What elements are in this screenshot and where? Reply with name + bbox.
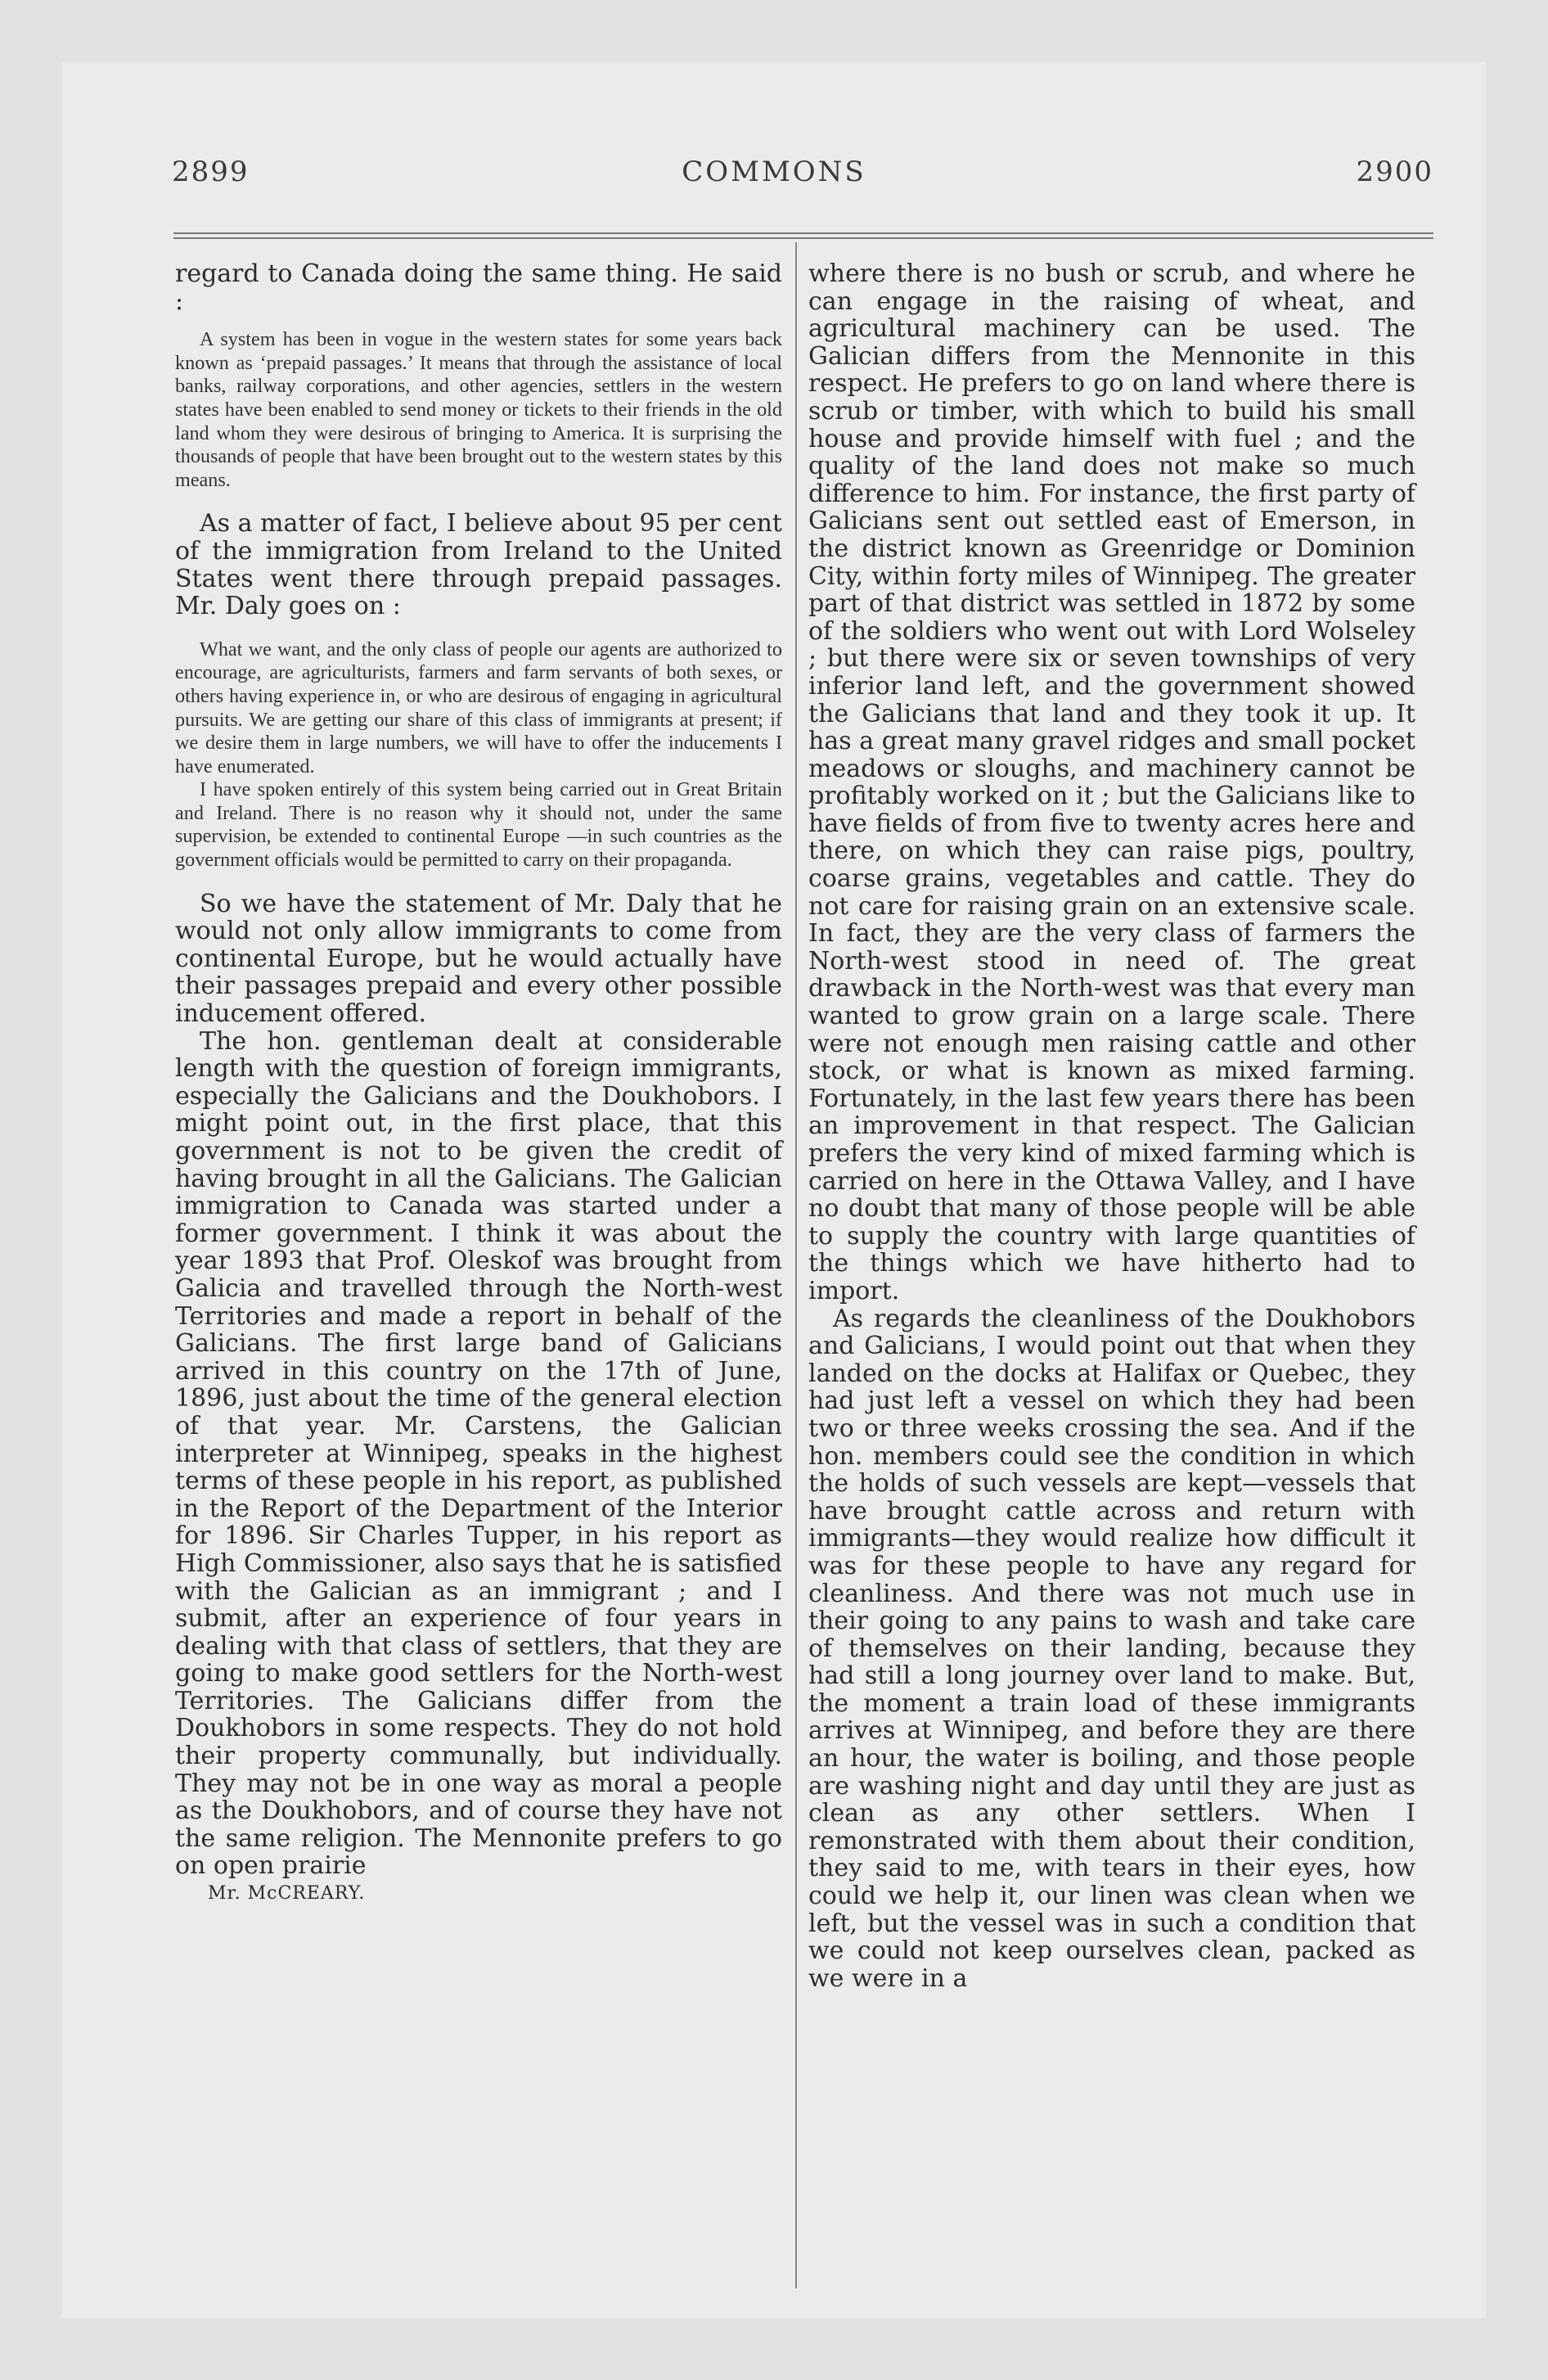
paragraph: As regards the cleanliness of the Doukhobors and Galicians, I would point out that when they landed on the docks at Halifax or Quebec, they had just left a vessel on which they had been two or three weeks crossing the sea. And if the hon. members could see the condition in which the holds of such vessels are kept—vessels that have brought cattle across and return with immigrants—they would realize how difficult it was for these people to have any regard for cleanliness. And there was not much use in their going to any pains to wash and take care of themselves on their landing, because they had still a long journey over land to make. But, the moment a train load of these immigrants arrives at Winnipeg, and before they are there an hour, the water is boiling, and those people are washing night and day until they are just as clean as any other settlers. When I remonstrated with them about their condition, they said to me, with tears in their eyes, how could we help it, our linen was clean when we left, but the vessel was in such a condition that we could not keep ourselves clean, packed as we were in a xyxy=(808,1304,1415,1993)
left-page-number: 2899 xyxy=(172,156,250,188)
page-header xyxy=(115,92,1433,188)
paragraph: As a matter of fact, I believe about 95 per cent of the immigration from Ireland to the United States went there through prepaid passages. Mr. Daly goes on : xyxy=(175,509,782,621)
paragraph: where there is no bush or scrub, and where he can engage in the raising of wheat, and agricultural machinery can be used. The Galician differs from the Mennonite in this respect. He prefers to go on land where there is scrub or timber, with which to build his small house and provide himself with fuel ; and the quality of the land does not make so much difference to him. For instance, the first party of Galicians sent out settled east of Emerson, in the district known as Greenridge or Dominion City, within forty miles of Winnipeg. The greater part of that district was settled in 1872 by some of the soldiers who went out with Lord Wolseley ; but there were six or seven townships of very inferior land left, and the government showed the Galicians that land and they took it up. It has a great many gravel ridges and small pocket meadows or sloughs, and machinery cannot be profitably worked on it ; but the Galicians like to have fields of from five to twenty acres here and there, on which they can raise pigs, poultry, coarse grains, vegetables and cattle. They do not care for raising grain on an extensive scale. In fact, they are the very class of farmers the North-west stood in need of. The great drawback in the North-west was that every man wanted to grow grain on a large scale. There were not enough men raising cattle and other stock, or what is known as mixed farming. Fortunately, in the last few years there has been an improvement in that respect. The Galician prefers the very kind of mixed farming which is carried on here in the Ottawa Valley, and I have no doubt that many of those people will be able to supply the country with large quantities of the things which we have hitherto had to import. xyxy=(808,259,1415,1305)
speaker-name: Mr. McCREARY. xyxy=(208,1883,366,1904)
right-page-number: 2900 xyxy=(1356,156,1433,188)
block-quote: A system has been in vogue in the western states for some years back known as ‘prepaid passages.’ It means that through the assistance of local banks, railway corporations, and other agencies, settlers in the western states have been enabled to send money or tickets to their friends in the old land whom they were desirous of bringing to America. It is surprising the thousands of people that have been brought out to the western states by this means. xyxy=(175,328,782,491)
paragraph: So we have the statement of Mr. Daly that he would not only allow immigrants to come from continental Europe, but he would actually have their passages prepaid and every other possible inducement offered. xyxy=(175,889,782,1029)
header-rule-bottom xyxy=(173,237,1433,239)
page-title: COMMONS xyxy=(682,156,866,188)
paragraph: The hon. gentleman dealt at considerable length with the question of foreign immigrants, especially the Galicians and the Doukhobors. I might point out, in the first place, that this government is not to be given the credit of having brought in all the Galicians. The Galician immigration to Canada was started under a former government. I think it was about the year 1893 that Prof. Oleskof was brought from Galicia and travelled through the North-west Territories and made a report in behalf of the Galicians. The first large band of Galicians arrived in this country on the 17th of June, 1896, just about the time of the general election of that year. Mr. Carstens, the Galician interpreter at Winnipeg, speaks in the highest terms of these people in his report, as published in the Report of the Department of the Interior for 1896. Sir Charles Tupper, in his report as High Commissioner, also says that he is satisfied with the Galician as an immigrant ; and I submit, after an experience of four years in dealing with that class of settlers, that they are going to make good settlers for the North-west Territories. The Galicians differ from the Doukhobors in some respects. They do not hold their property communally, but individually. They may not be in one way as moral a people as the Doukhobors, and of course they have not the same religion. The Mennonite prefers to go on open prairie xyxy=(175,1026,782,1881)
column-divider xyxy=(795,242,797,2288)
right-column xyxy=(808,260,1415,1992)
header-rule-top xyxy=(173,232,1433,234)
left-column xyxy=(175,260,782,1904)
block-quote: I have spoken entirely of this system being carried out in Great Britain and Ireland. There is no reason why it should not, under the same supervision, be extended to continental Europe —in such countries as the government officials would be permitted to carry on their propaganda. xyxy=(175,778,782,872)
paragraph: regard to Canada doing the same thing. He said : xyxy=(175,259,782,316)
block-quote: What we want, and the only class of people our agents are authorized to encourage, are agriculturists, farmers and farm servants of both sexes, or others having experience in, or who are desirous of engaging in agricultural pursuits. We are getting our share of this class of immigrants at present; if we desire them in large numbers, we will have to offer the inducements I have enumerated. xyxy=(175,638,782,778)
